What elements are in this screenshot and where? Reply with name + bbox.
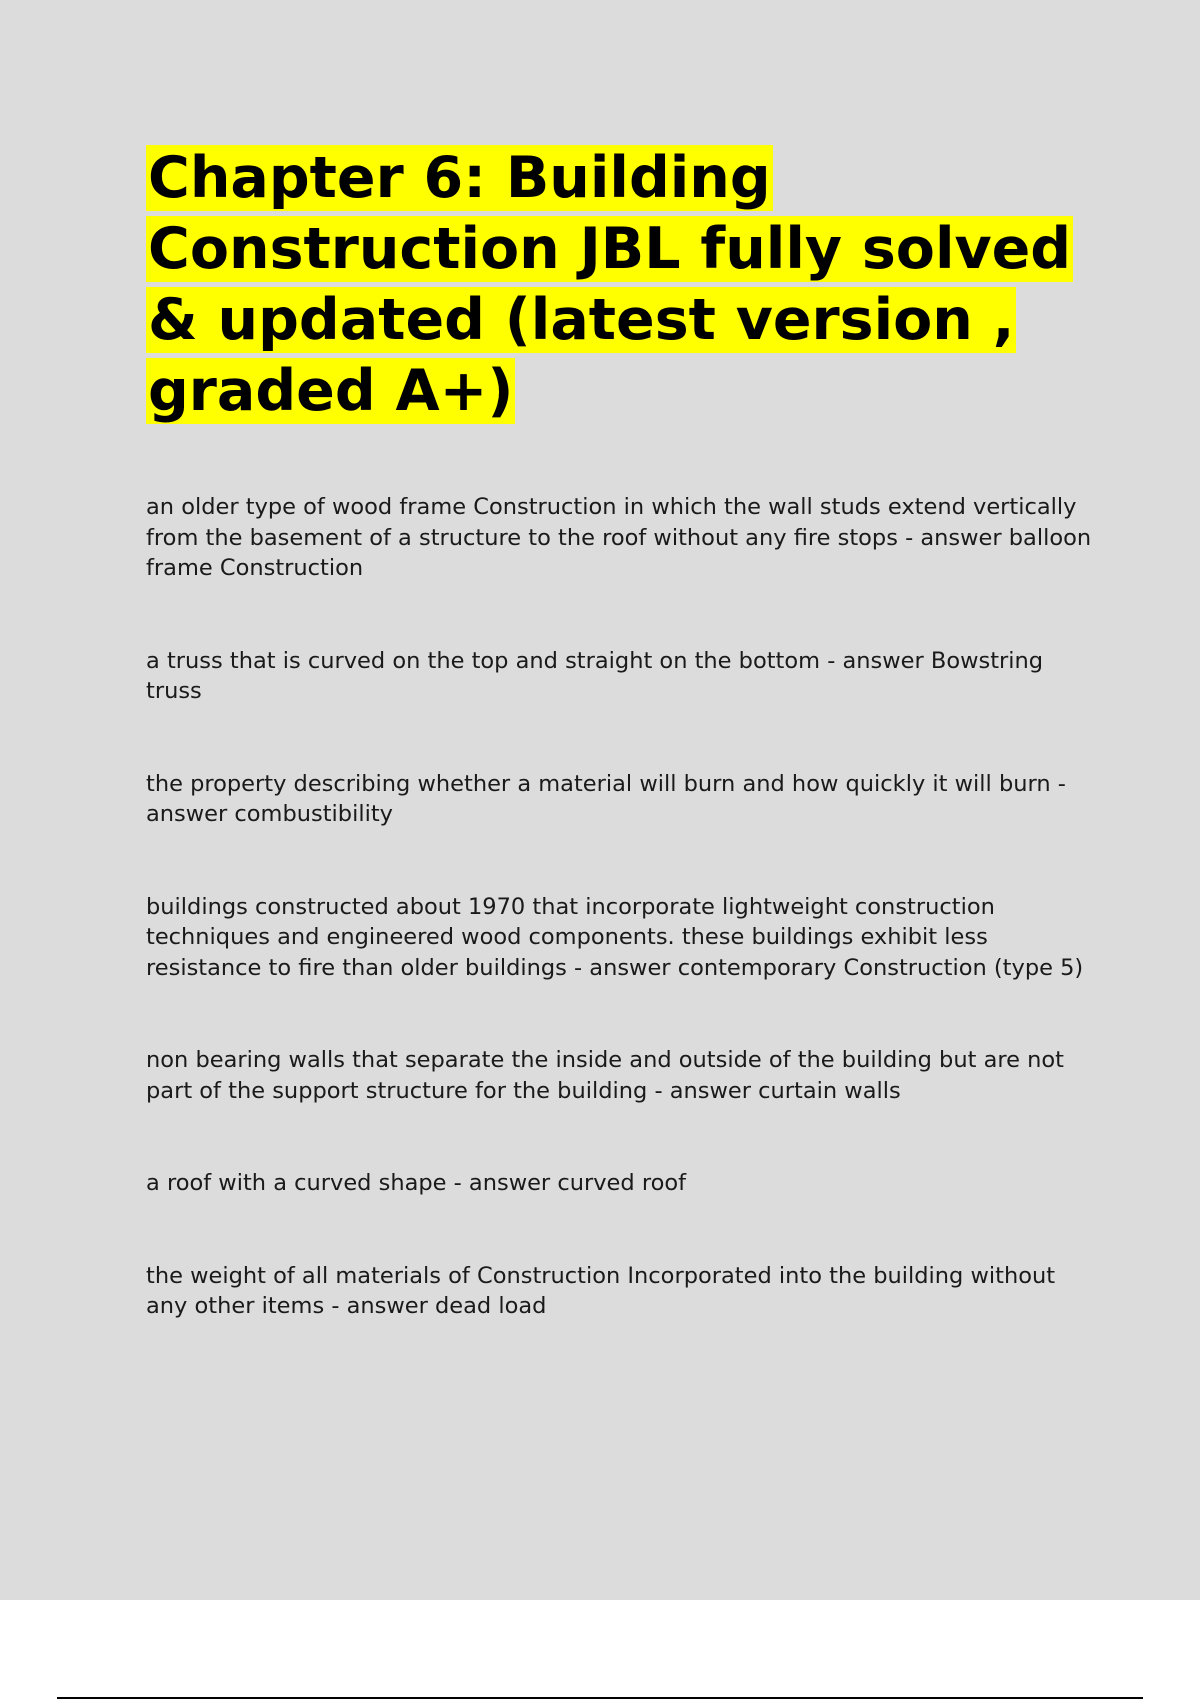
title-highlight: Chapter 6: Building Construction JBL fully solved & updated (latest version , graded A+) <box>148 145 1072 424</box>
flashcard-item: the weight of all materials of Construction Incorporated into the building without any other items - answer dead load <box>146 1262 1056 1319</box>
page-divider <box>57 1697 1143 1699</box>
flashcard-item: a roof with a curved shape - answer curved roof <box>146 1170 687 1196</box>
document-title <box>146 143 1086 427</box>
flashcard-item: non bearing walls that separate the inside and outside of the building but are not part of the support structure for the building - answer curtain walls <box>146 1047 1064 1104</box>
flashcard-list <box>146 492 1096 1384</box>
flashcard-item: a truss that is curved on the top and straight on the bottom - answer Bowstring truss <box>146 647 1044 704</box>
flashcard-item: an older type of wood frame Construction in which the wall studs extend vertically from the basement of a structure to the roof without any fire stops - answer balloon frame Construction <box>146 494 1092 581</box>
flashcard-item: buildings constructed about 1970 that incorporate lightweight construction techniques and engineered wood components. these buildings exhibit less resistance to fire than older buildings - answer contemporary Construction (type 5) <box>146 893 1084 981</box>
flashcard-item: the property describing whether a material will burn and how quickly it will burn - answer combustibility <box>146 770 1066 827</box>
